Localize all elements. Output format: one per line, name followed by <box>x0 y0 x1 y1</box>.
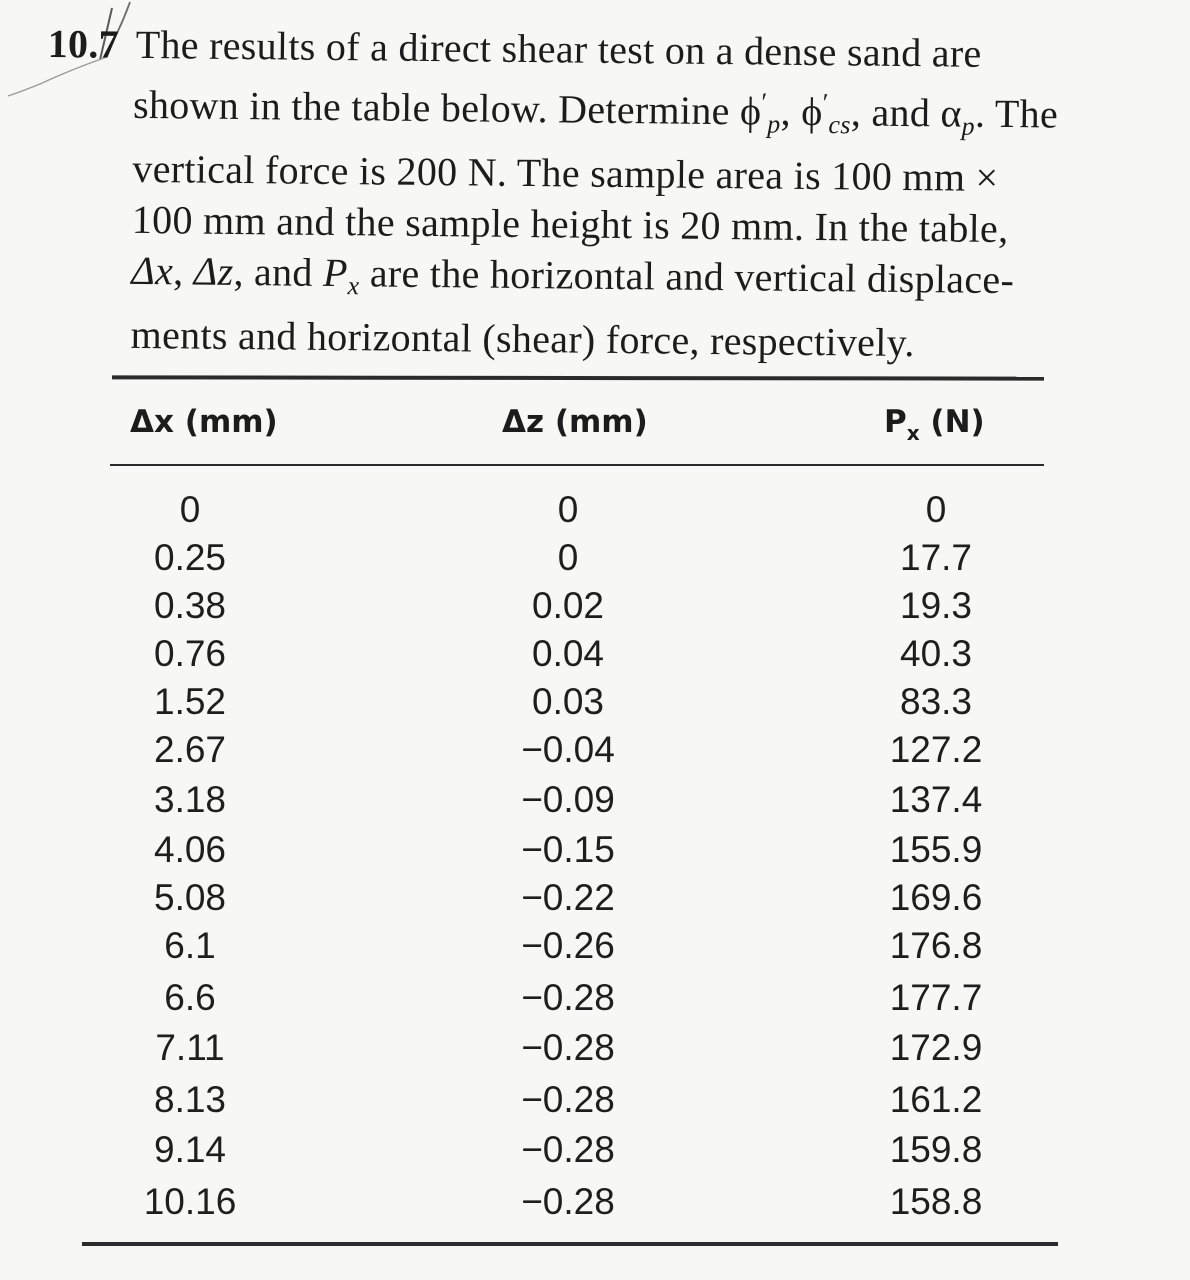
cell-dx: 10.16 <box>143 1181 237 1222</box>
cell-dx: 1.52 <box>153 681 227 722</box>
cell-dx: 0.25 <box>153 537 227 578</box>
cell-px: 40.3 <box>899 633 973 674</box>
cell-px: 161.2 <box>889 1079 983 1120</box>
cell-dz: −0.15 <box>521 829 615 870</box>
cell-dz: −0.28 <box>521 1129 615 1170</box>
cell-dz: 0 <box>557 489 579 530</box>
cell-dx: 7.11 <box>155 1027 225 1068</box>
cell-dz: 0.04 <box>531 633 605 674</box>
cell-dx: 8.13 <box>153 1079 227 1120</box>
cell-dz: −0.22 <box>521 877 615 918</box>
problem-line-4: 100 mm and the sample height is 20 mm. In the table, <box>131 196 1009 252</box>
problem-line-1: 10.7 The results of a direct shear test on a dense sand are <box>47 18 1127 80</box>
cell-dx: 5.08 <box>153 877 227 918</box>
cell-px: 17.7 <box>899 537 973 578</box>
problem-line-2: shown in the table below. Determine $\phi'_p$, $\phi'_{cs}$, and $\alpha_p$. The <box>132 81 1059 141</box>
cell-px: 176.8 <box>889 925 983 966</box>
cell-px: 169.6 <box>889 877 983 918</box>
problem-line-5: Δx, Δz, and $P_x$ are the horizontal and vertical displace- <box>131 247 1015 303</box>
cell-dx: 4.06 <box>153 829 227 870</box>
cell-dz: −0.28 <box>521 1027 615 1068</box>
cell-dz: 0.03 <box>531 681 605 722</box>
cell-dx: 3.18 <box>153 779 227 820</box>
cell-dx: 0 <box>179 489 201 530</box>
cell-dx: 2.67 <box>153 729 227 770</box>
table-top-rule <box>112 375 1044 380</box>
cell-px: 127.2 <box>889 729 983 770</box>
cell-px: 137.4 <box>889 779 983 820</box>
cell-dx: 0.38 <box>153 585 227 626</box>
cell-dz: −0.26 <box>521 925 615 966</box>
cell-dz: −0.28 <box>521 1079 615 1120</box>
cell-px: 177.7 <box>889 977 983 1018</box>
cell-px: 159.8 <box>889 1129 983 1170</box>
cell-dz: −0.09 <box>521 779 615 820</box>
problem-statement <box>44 18 1128 370</box>
table-header-rule <box>110 464 1044 466</box>
problem-number: 10.7 <box>47 20 120 67</box>
cell-dx: 6.6 <box>164 977 216 1018</box>
table-bottom-rule <box>82 1242 1058 1246</box>
cell-px: 83.3 <box>899 681 973 722</box>
cell-dx: 0.76 <box>153 633 227 674</box>
cell-dz: −0.04 <box>521 729 615 770</box>
cell-dx: 9.14 <box>153 1129 227 1170</box>
header-dz: Δz (mm) <box>502 404 648 440</box>
header-dx: Δx (mm) <box>130 404 278 440</box>
header-px: $P_x$ (N) <box>884 404 985 445</box>
cell-dz: −0.28 <box>521 1181 615 1222</box>
cell-dz: 0.02 <box>531 585 605 626</box>
cell-dz: −0.28 <box>521 977 615 1018</box>
problem-line-3: vertical force is 200 N. The sample area is 100 mm × <box>132 145 999 200</box>
problem-line-6: ments and horizontal (shear) force, respectively. <box>130 311 915 366</box>
cell-px: 172.9 <box>889 1027 983 1068</box>
cell-px: 158.8 <box>889 1181 983 1222</box>
cell-px: 155.9 <box>889 829 983 870</box>
cell-dx: 6.1 <box>164 925 216 966</box>
cell-px: 0 <box>925 489 947 530</box>
cell-dz: 0 <box>557 537 579 578</box>
cell-px: 19.3 <box>899 585 973 626</box>
